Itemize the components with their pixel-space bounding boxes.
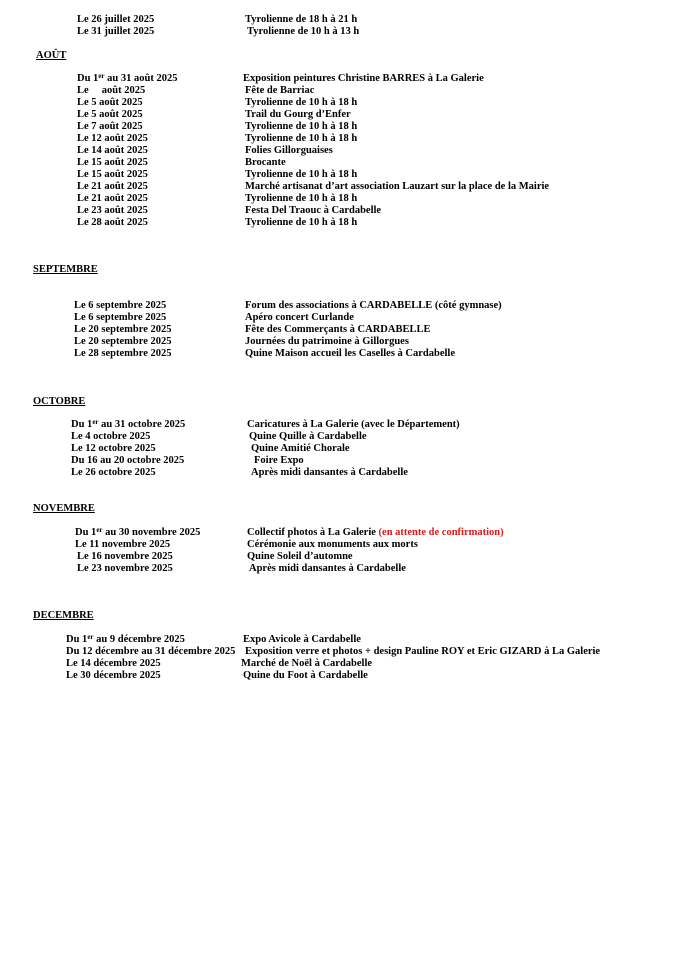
event-date: Le 4 octobre 2025 bbox=[71, 431, 151, 442]
event-title: Tyrolienne de 10 h à 18 h bbox=[245, 121, 358, 132]
event-title: Après midi dansantes à Cardabelle bbox=[251, 467, 408, 478]
event-title: Foire Expo bbox=[254, 455, 304, 466]
event-title: Quine Maison accueil les Caselles à Cardabelle bbox=[245, 348, 455, 359]
event-title: Quine Amitié Chorale bbox=[251, 443, 350, 454]
event-title: Tyrolienne de 10 h à 18 h bbox=[245, 133, 358, 144]
event-date: Le 6 septembre 2025 bbox=[74, 312, 167, 323]
event-title: Fête des Commerçants à CARDABELLE bbox=[245, 324, 431, 335]
event-date: Le août 2025 bbox=[77, 85, 146, 96]
event-date: Du 1er au 30 novembre 2025 bbox=[75, 526, 201, 538]
event-date: Le 6 septembre 2025 bbox=[74, 300, 167, 311]
event-title: Caricatures à La Galerie (avec le Département) bbox=[247, 419, 460, 430]
event-date: Le 26 octobre 2025 bbox=[71, 467, 156, 478]
event-date: Le 20 septembre 2025 bbox=[74, 336, 172, 347]
event-date: Le 21 août 2025 bbox=[77, 193, 148, 204]
event-title: Tyrolienne de 10 h à 18 h bbox=[245, 193, 358, 204]
event-title: Trail du Gourg d’Enfer bbox=[245, 109, 351, 120]
event-date: Le 15 août 2025 bbox=[77, 157, 148, 168]
event-title: Festa Del Traouc à Cardabelle bbox=[245, 205, 382, 216]
event-title: Apéro concert Curlande bbox=[245, 312, 354, 323]
event-title: Quine Soleil d’automne bbox=[247, 551, 353, 562]
event-date: Le 7 août 2025 bbox=[77, 121, 143, 132]
event-date: Le 28 août 2025 bbox=[77, 217, 148, 228]
event-title: Quine Quille à Cardabelle bbox=[249, 431, 367, 442]
event-date: Le 14 décembre 2025 bbox=[66, 658, 161, 669]
event-title: Expo Avicole à Cardabelle bbox=[243, 634, 361, 645]
event-title: Forum des associations à CARDABELLE (côté gymnase) bbox=[245, 300, 502, 311]
event-title: Marché de Noël à Cardabelle bbox=[241, 658, 373, 669]
event-date: Le 14 août 2025 bbox=[77, 145, 148, 156]
event-title: Tyrolienne de 10 h à 18 h bbox=[245, 169, 358, 180]
event-date: Le 31 juillet 2025 bbox=[77, 26, 155, 37]
event-date: Du 16 au 20 octobre 2025 bbox=[71, 455, 185, 466]
event-date: Le 12 octobre 2025 bbox=[71, 443, 156, 454]
event-date: Le 26 juillet 2025 bbox=[77, 14, 155, 25]
event-title: Journées du patrimoine à Gillorgues bbox=[245, 336, 409, 347]
event-date: Le 30 décembre 2025 bbox=[66, 670, 161, 681]
event-title: Brocante bbox=[245, 157, 286, 168]
event-date: Du 1er au 31 octobre 2025 bbox=[71, 418, 186, 430]
status-note: (en attente de confirmation) bbox=[378, 527, 504, 538]
event-title: Tyrolienne de 10 h à 13 h bbox=[247, 26, 360, 37]
event-date: Le 20 septembre 2025 bbox=[74, 324, 172, 335]
event-title: Marché artisanat d’art association Lauzart sur la place de la Mairie bbox=[245, 181, 550, 192]
event-date: Du 1er au 31 août 2025 bbox=[77, 72, 178, 84]
event-date: Du 12 décembre au 31 décembre 2025 bbox=[66, 646, 236, 657]
event-title: Fête de Barriac bbox=[245, 85, 315, 96]
event-title: Tyrolienne de 10 h à 18 h bbox=[245, 217, 358, 228]
event-title: Tyrolienne de 18 h à 21 h bbox=[245, 14, 358, 25]
event-title: Quine du Foot à Cardabelle bbox=[243, 670, 368, 681]
month-heading-aout: AOÛT bbox=[36, 50, 67, 61]
event-date: Le 12 août 2025 bbox=[77, 133, 148, 144]
month-heading-novembre: NOVEMBRE bbox=[33, 503, 95, 514]
event-title: Tyrolienne de 10 h à 18 h bbox=[245, 97, 358, 108]
event-date: Le 23 novembre 2025 bbox=[77, 563, 173, 574]
event-date: Le 11 novembre 2025 bbox=[75, 539, 171, 550]
event-date: Du 1er au 9 décembre 2025 bbox=[66, 633, 185, 645]
event-date: Le 21 août 2025 bbox=[77, 181, 148, 192]
event-title: Collectif photos à La Galerie (en attente de confirmation) bbox=[247, 527, 504, 538]
event-date: Le 28 septembre 2025 bbox=[74, 348, 172, 359]
event-date: Le 23 août 2025 bbox=[77, 205, 148, 216]
event-date: Le 16 novembre 2025 bbox=[77, 551, 173, 562]
event-title: Exposition verre et photos + design Pauline ROY et Eric GIZARD à La Galerie bbox=[245, 646, 601, 657]
month-heading-decembre: DECEMBRE bbox=[33, 610, 94, 621]
event-title: Folies Gillorguaises bbox=[245, 145, 333, 156]
event-title: Cérémonie aux monuments aux morts bbox=[247, 539, 418, 550]
event-title: Après midi dansantes à Cardabelle bbox=[249, 563, 406, 574]
event-date: Le 15 août 2025 bbox=[77, 169, 148, 180]
month-heading-octobre: OCTOBRE bbox=[33, 396, 86, 407]
month-heading-septembre: SEPTEMBRE bbox=[33, 264, 98, 275]
event-title: Exposition peintures Christine BARRES à La Galerie bbox=[243, 73, 484, 84]
event-date: Le 5 août 2025 bbox=[77, 97, 143, 108]
event-date: Le 5 août 2025 bbox=[77, 109, 143, 120]
